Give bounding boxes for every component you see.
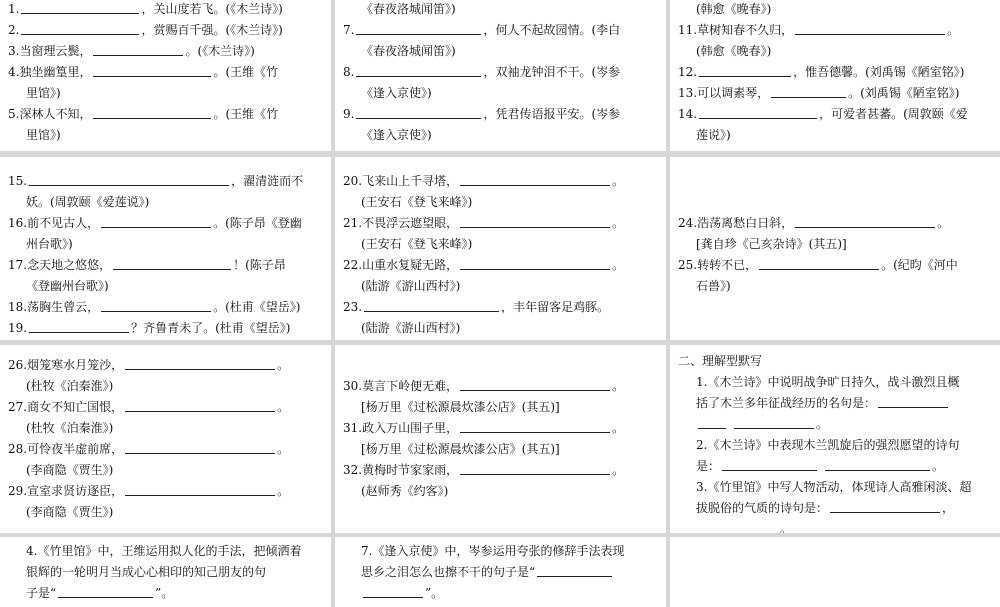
text-line bbox=[343, 397, 658, 418]
text-line bbox=[8, 397, 323, 418]
text-line bbox=[8, 20, 323, 41]
text-line bbox=[343, 255, 658, 276]
line-text-after: 。 bbox=[612, 216, 625, 230]
line-text: (杜牧《泊秦淮》) bbox=[26, 379, 114, 393]
line-text: 13.可以调素琴， bbox=[678, 86, 770, 100]
line-text: (王安石《登飞来峰》) bbox=[361, 195, 473, 209]
text-line bbox=[8, 355, 323, 376]
text-line bbox=[8, 104, 323, 125]
line-text-after: ，凭君传语报平安。(岑参 bbox=[483, 107, 621, 121]
answer-blank[interactable] bbox=[364, 298, 499, 312]
line-text: 8. bbox=[343, 65, 355, 79]
line-text: 1.《木兰诗》中说明战争旷日持久，战斗激烈且概 bbox=[696, 375, 960, 389]
line-text-after: ，惟吾德馨。(刘禹锡《陋室铭》) bbox=[793, 65, 965, 79]
line-text: 7.《逢入京使》中，岑参运用夸张的修辞手法表现 bbox=[361, 544, 625, 558]
line-text: 23. bbox=[343, 300, 363, 314]
panel-12 bbox=[670, 537, 1000, 607]
text-line bbox=[343, 439, 658, 460]
panel-6 bbox=[670, 157, 1000, 340]
line-text: 里馆》) bbox=[26, 86, 61, 100]
panel-7 bbox=[0, 345, 331, 533]
answer-blank[interactable] bbox=[460, 256, 610, 270]
line-text-after: ，丰年留客足鸡豚。 bbox=[501, 300, 610, 314]
answer-blank[interactable] bbox=[722, 457, 817, 471]
line-text: (韩愈《晚春》) bbox=[696, 2, 772, 16]
line-text: 24.浩荡离愁白日斜， bbox=[678, 216, 794, 230]
line-text: (李商隐《贾生》) bbox=[26, 463, 114, 477]
line-text: 3.当窗理云鬓， bbox=[8, 44, 92, 58]
answer-blank[interactable] bbox=[771, 84, 846, 98]
text-line bbox=[678, 255, 992, 276]
line-text: 括了木兰多年征战经历的名句是： bbox=[696, 396, 877, 410]
answer-blank[interactable] bbox=[125, 356, 275, 370]
answer-blank[interactable] bbox=[460, 214, 610, 228]
line-text: 20.飞来山上千寻塔， bbox=[343, 174, 459, 188]
text-line bbox=[343, 83, 658, 104]
text-line bbox=[343, 541, 658, 562]
panel-10 bbox=[0, 537, 331, 607]
answer-blank[interactable] bbox=[537, 563, 612, 577]
line-text: 25.转转不已， bbox=[678, 258, 758, 272]
text-line bbox=[8, 318, 323, 339]
text-line bbox=[343, 234, 658, 255]
line-text: 二、理解型默写 bbox=[678, 354, 763, 368]
answer-blank[interactable] bbox=[460, 172, 610, 186]
text-line bbox=[343, 297, 658, 318]
line-text-after bbox=[728, 417, 732, 431]
text-line bbox=[343, 125, 658, 146]
line-text: 1. bbox=[8, 2, 20, 16]
text-line bbox=[678, 498, 992, 519]
answer-blank[interactable] bbox=[356, 21, 481, 35]
text-line bbox=[343, 376, 658, 397]
line-text: 《春夜洛城闻笛》) bbox=[361, 44, 456, 58]
line-text: 29.宣室求贤访逐臣， bbox=[8, 484, 124, 498]
line-text-after: 。 bbox=[931, 459, 944, 473]
text-line bbox=[343, 418, 658, 439]
line-text-after: ，濯清涟而不 bbox=[231, 174, 304, 188]
line-text-after: ，何人不起故园情。(李白 bbox=[483, 23, 621, 37]
line-text: 4.《竹里馆》中，王维运用拟人化的手法，把倾洒着 bbox=[26, 544, 302, 558]
text-line bbox=[8, 255, 323, 276]
line-text: 27.商女不知亡国恨， bbox=[8, 400, 124, 414]
answer-blank[interactable] bbox=[825, 457, 930, 471]
text-line bbox=[678, 171, 992, 192]
line-text-after: 。 bbox=[937, 216, 950, 230]
line-text-after: 。(刘禹锡《陋室铭》) bbox=[848, 86, 960, 100]
answer-blank[interactable] bbox=[21, 0, 139, 14]
text-line bbox=[8, 562, 323, 583]
text-line bbox=[343, 104, 658, 125]
line-text-after: ，可爱者甚蕃。(周敦颐《爱 bbox=[819, 107, 968, 121]
line-text-after bbox=[819, 459, 823, 473]
text-line bbox=[343, 213, 658, 234]
text-line bbox=[678, 276, 992, 297]
line-text: 石兽》) bbox=[696, 279, 731, 293]
line-text: 银辉的一轮明月当成心心相印的知己朋友的句 bbox=[26, 565, 267, 579]
line-text-after: 。 bbox=[947, 23, 960, 37]
text-line bbox=[8, 376, 323, 397]
line-text-after: ，关山度若飞。(《木兰诗》) bbox=[141, 2, 283, 16]
panel-11 bbox=[335, 537, 666, 607]
line-text: 《春夜洛城闻笛》) bbox=[361, 2, 456, 16]
line-text: 是： bbox=[696, 459, 721, 473]
line-text: (韩愈《晚春》) bbox=[696, 44, 772, 58]
text-line bbox=[678, 0, 992, 20]
line-text: 15. bbox=[8, 174, 28, 188]
line-text-after: ”。 bbox=[155, 586, 174, 600]
text-line bbox=[8, 502, 323, 523]
panel-2 bbox=[335, 0, 666, 151]
line-text: 州台歌》) bbox=[26, 237, 73, 251]
text-line bbox=[8, 171, 323, 192]
text-line bbox=[678, 213, 992, 234]
line-text: (杜牧《泊秦淮》) bbox=[26, 421, 114, 435]
answer-blank[interactable] bbox=[759, 256, 879, 270]
text-line bbox=[678, 41, 992, 62]
text-line bbox=[678, 414, 992, 435]
answer-blank[interactable] bbox=[125, 440, 275, 454]
line-text-after: 。(王维《竹 bbox=[213, 65, 279, 79]
line-text: [杨万里《过松源晨炊漆公店》(其五)] bbox=[361, 400, 560, 414]
text-line bbox=[678, 519, 992, 533]
text-line bbox=[8, 541, 323, 562]
answer-blank[interactable] bbox=[698, 520, 778, 533]
line-text: 19. bbox=[8, 321, 28, 335]
panel-8 bbox=[335, 345, 666, 533]
text-line bbox=[8, 460, 323, 481]
text-line bbox=[343, 20, 658, 41]
line-text-after: ”。 bbox=[425, 586, 444, 600]
line-text: 16.前不见古人， bbox=[8, 216, 100, 230]
answer-blank[interactable] bbox=[125, 482, 275, 496]
text-line bbox=[8, 276, 323, 297]
text-line bbox=[678, 435, 992, 456]
line-text: 2.《木兰诗》中表现木兰凯旋后的强烈愿望的诗句 bbox=[696, 438, 960, 452]
text-line bbox=[8, 0, 323, 20]
text-line bbox=[8, 418, 323, 439]
answer-blank[interactable] bbox=[460, 377, 610, 391]
text-line bbox=[343, 192, 658, 213]
answer-blank[interactable] bbox=[830, 499, 940, 513]
line-text: 32.黄梅时节家家雨， bbox=[343, 463, 459, 477]
answer-blank[interactable] bbox=[698, 415, 726, 429]
line-text: (陆游《游山西村》) bbox=[361, 279, 461, 293]
line-text: 拔脱俗的气质的诗句是： bbox=[696, 501, 829, 515]
text-line bbox=[678, 393, 992, 414]
answer-blank[interactable] bbox=[356, 63, 481, 77]
line-text-after: 。 bbox=[612, 258, 625, 272]
text-line bbox=[678, 20, 992, 41]
text-line bbox=[8, 213, 323, 234]
text-line bbox=[8, 125, 323, 146]
line-text: 7. bbox=[343, 23, 355, 37]
line-text: 14. bbox=[678, 107, 698, 121]
line-text: [杨万里《过松源晨炊漆公店》(其五)] bbox=[361, 442, 560, 456]
text-line bbox=[8, 83, 323, 104]
line-text-after: 。(王维《竹 bbox=[213, 107, 279, 121]
answer-blank[interactable] bbox=[93, 42, 183, 56]
line-text: 5.深林人不知， bbox=[8, 107, 92, 121]
answer-blank[interactable] bbox=[363, 584, 423, 598]
line-text-after: 。(陈子昂《登幽 bbox=[213, 216, 302, 230]
answer-blank[interactable] bbox=[93, 63, 211, 77]
answer-blank[interactable] bbox=[699, 63, 791, 77]
line-text: 2. bbox=[8, 23, 20, 37]
panel-4 bbox=[0, 157, 331, 340]
line-text-after: 。 bbox=[277, 442, 290, 456]
text-line bbox=[343, 583, 658, 604]
line-text-after: 。 bbox=[612, 421, 625, 435]
text-line bbox=[678, 125, 992, 146]
text-line bbox=[678, 477, 992, 498]
text-line bbox=[8, 234, 323, 255]
line-text: 子是“ bbox=[26, 586, 57, 600]
panel-5 bbox=[335, 157, 666, 340]
text-line bbox=[8, 297, 323, 318]
answer-blank[interactable] bbox=[113, 256, 231, 270]
line-text-after: 。 bbox=[277, 400, 290, 414]
line-text-after: 。 bbox=[277, 484, 290, 498]
line-text: [龚自珍《己亥杂诗》(其五)] bbox=[696, 237, 847, 251]
line-text: 《逢入京使》) bbox=[361, 128, 432, 142]
line-text: (陆游《游山西村》) bbox=[361, 321, 461, 335]
text-line bbox=[678, 192, 992, 213]
text-line bbox=[343, 318, 658, 339]
line-text: 9. bbox=[343, 107, 355, 121]
line-text: 《逢入京使》) bbox=[361, 86, 432, 100]
line-text: 22.山重水复疑无路， bbox=[343, 258, 459, 272]
line-text: 思乡之泪怎么也擦不干的句子是“ bbox=[361, 565, 536, 579]
line-text-after: ， bbox=[942, 501, 955, 515]
line-text: 31.政入万山围子里， bbox=[343, 421, 459, 435]
panel-1 bbox=[0, 0, 331, 151]
text-line bbox=[8, 439, 323, 460]
text-line bbox=[678, 456, 992, 477]
text-line bbox=[678, 372, 992, 393]
line-text: 11.草树知春不久归， bbox=[678, 23, 794, 37]
answer-blank[interactable] bbox=[58, 584, 153, 598]
answer-blank[interactable] bbox=[460, 461, 610, 475]
answer-blank[interactable] bbox=[699, 105, 817, 119]
text-line bbox=[343, 62, 658, 83]
answer-blank[interactable] bbox=[795, 214, 935, 228]
line-text: 26.烟笼寒水月笼沙， bbox=[8, 358, 124, 372]
text-line bbox=[678, 104, 992, 125]
text-line bbox=[678, 351, 992, 372]
line-text-after: 。 bbox=[612, 463, 625, 477]
line-text-after: ，双袖龙钟泪不干。(岑参 bbox=[483, 65, 621, 79]
line-text: 莲说》) bbox=[696, 128, 731, 142]
text-line bbox=[8, 192, 323, 213]
line-text: 妖。(周敦颐《爱莲说》) bbox=[26, 195, 150, 209]
line-text-after: ！(陈子昂 bbox=[233, 258, 286, 272]
text-line bbox=[343, 0, 658, 20]
text-line bbox=[8, 481, 323, 502]
answer-blank[interactable] bbox=[101, 298, 211, 312]
answer-blank[interactable] bbox=[93, 105, 211, 119]
text-line bbox=[678, 62, 992, 83]
line-text: (王安石《登飞来峰》) bbox=[361, 237, 473, 251]
line-text: (李商隐《贾生》) bbox=[26, 505, 114, 519]
answer-blank[interactable] bbox=[21, 21, 139, 35]
line-text-after: 。(杜甫《望岳》) bbox=[213, 300, 301, 314]
answer-blank[interactable] bbox=[125, 398, 275, 412]
panel-9 bbox=[670, 345, 1000, 533]
answer-blank[interactable] bbox=[878, 394, 948, 408]
answer-blank[interactable] bbox=[101, 214, 211, 228]
line-text: 30.莫言下岭便无难， bbox=[343, 379, 459, 393]
line-text-after: 。 bbox=[780, 522, 793, 533]
line-text: (赵师秀《约客》) bbox=[361, 484, 449, 498]
answer-blank[interactable] bbox=[29, 172, 229, 186]
text-line bbox=[343, 41, 658, 62]
line-text: 21.不畏浮云遮望眼， bbox=[343, 216, 459, 230]
text-line bbox=[343, 276, 658, 297]
text-line bbox=[678, 234, 992, 255]
answer-blank[interactable] bbox=[734, 415, 814, 429]
line-text-after: 。(《木兰诗》) bbox=[185, 44, 255, 58]
line-text: 3.《竹里馆》中写人物活动，体现诗人高雅闲淡、超 bbox=[696, 480, 972, 494]
answer-blank[interactable] bbox=[795, 21, 945, 35]
line-text-after: ，赏赐百千强。(《木兰诗》) bbox=[141, 23, 283, 37]
text-line bbox=[343, 460, 658, 481]
answer-blank[interactable] bbox=[356, 105, 481, 119]
line-text-after: 。 bbox=[815, 417, 828, 431]
line-text-after: 。 bbox=[277, 358, 290, 372]
answer-blank[interactable] bbox=[460, 419, 610, 433]
line-text-after: ？齐鲁青未了。(杜甫《望岳》) bbox=[131, 321, 291, 335]
line-text: 《登幽州台歌》) bbox=[26, 279, 109, 293]
text-line bbox=[343, 562, 658, 583]
line-text-after: 。(纪昀《河中 bbox=[881, 258, 958, 272]
line-text: 里馆》) bbox=[26, 128, 61, 142]
text-line bbox=[8, 583, 323, 604]
text-line bbox=[678, 83, 992, 104]
text-line bbox=[343, 171, 658, 192]
text-line bbox=[8, 62, 323, 83]
line-text: 12. bbox=[678, 65, 698, 79]
line-text: 17.念天地之悠悠， bbox=[8, 258, 112, 272]
line-text-after: 。 bbox=[612, 174, 625, 188]
text-line bbox=[8, 41, 323, 62]
answer-blank[interactable] bbox=[29, 319, 129, 333]
line-text-after: 。 bbox=[612, 379, 625, 393]
line-text: 18.荡胸生曾云， bbox=[8, 300, 100, 314]
text-line bbox=[343, 481, 658, 502]
panel-3 bbox=[670, 0, 1000, 151]
line-text: 28.可怜夜半虚前席， bbox=[8, 442, 124, 456]
text-line bbox=[343, 355, 658, 376]
line-text: 4.独坐幽篁里， bbox=[8, 65, 92, 79]
